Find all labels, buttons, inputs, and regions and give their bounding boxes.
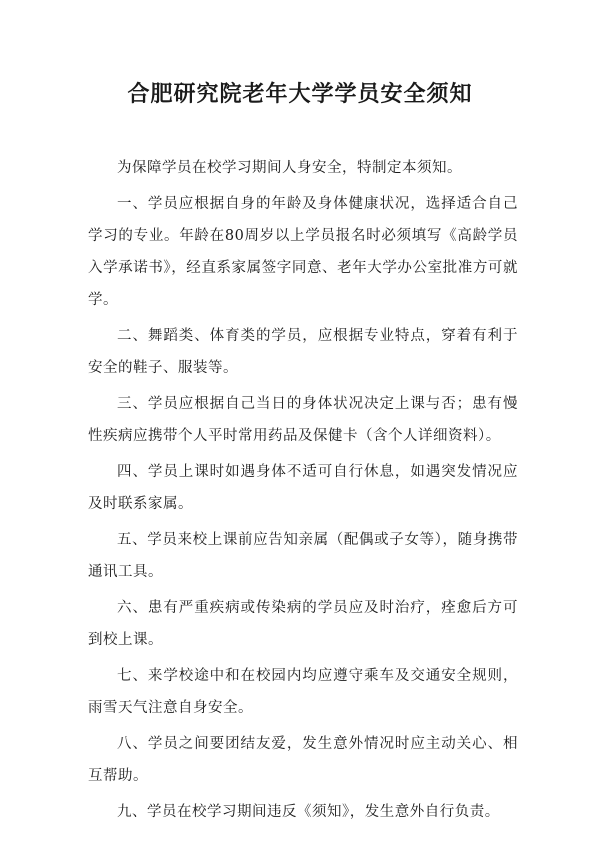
paragraph-item-2: 二、舞蹈类、体育类的学员，应根据专业特点，穿着有利于安全的鞋子、服装等。 — [88, 328, 518, 376]
paragraph-item-4: 四、学员上课时如遇身体不适可自行休息，如遇突发情况应及时联系家属。 — [88, 464, 518, 512]
paragraph-item-5: 五、学员来校上课前应告知亲属（配偶或子女等），随身携带通讯工具。 — [88, 532, 518, 580]
paragraph-item-8: 八、学员之间要团结友爱，发生意外情况时应主动关心、相互帮助。 — [88, 736, 518, 784]
paragraph-item-1: 一、学员应根据自身的年龄及身体健康状况，选择适合自己学习的专业。年龄在80周岁以上学员报名时必须填写《高龄学员入学承诺书》，经直系家属签字同意、老年大学办公室批准方可就学。 — [88, 196, 518, 308]
paragraph-intro: 为保障学员在校学习期间人身安全，特制定本须知。 — [117, 160, 462, 176]
paragraph-item-9: 九、学员在校学习期间违反《须知》，发生意外自行负责。 — [117, 804, 500, 820]
paragraph-item-7: 七、来学校途中和在校园内均应遵守乘车及交通安全规则，雨雪天气注意自身安全。 — [88, 668, 518, 716]
document-body — [88, 152, 518, 832]
paragraph-item-3: 三、学员应根据自己当日的身体状况决定上课与否；患有慢性疾病应携带个人平时常用药品及保健卡（含个人详细资料）。 — [88, 396, 518, 444]
paragraph-item-6: 六、患有严重疾病或传染病的学员应及时治疗，痊愈后方可到校上课。 — [88, 600, 518, 648]
document-title: 合肥研究院老年大学学员安全须知 — [127, 82, 473, 107]
